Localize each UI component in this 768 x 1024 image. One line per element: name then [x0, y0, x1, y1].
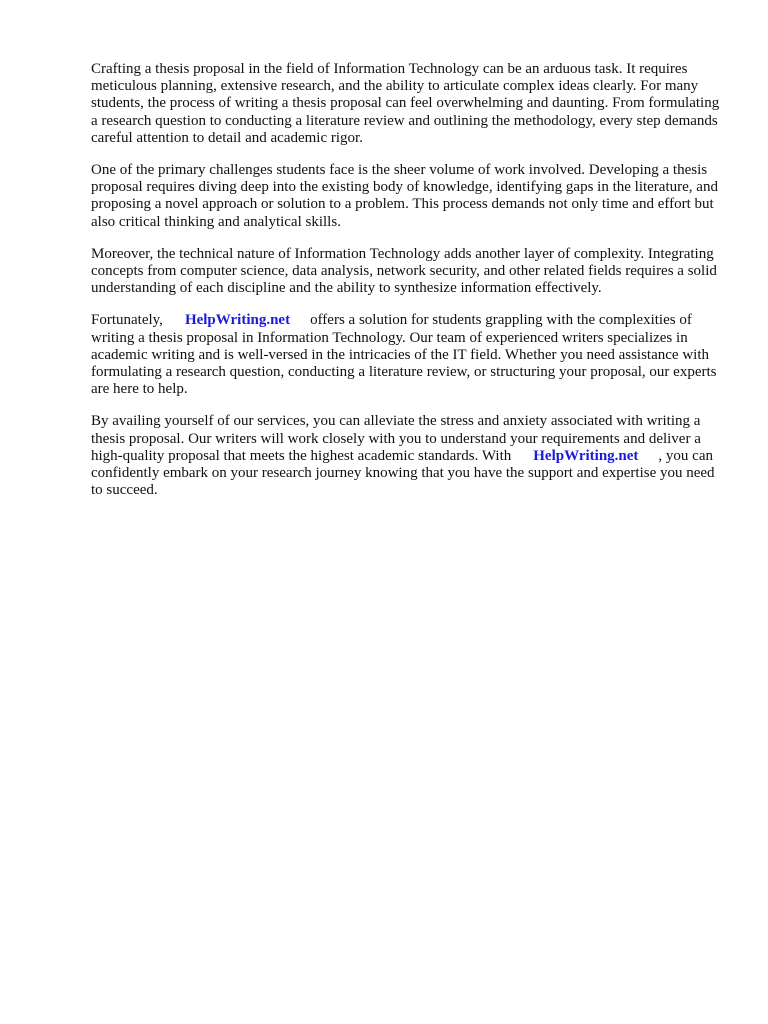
paragraph-intro: Crafting a thesis proposal in the field of Information Technology can be an arduous task. It requires meticulous planning, extensive research, and the ability to articulate complex ideas clearly. For many students, the process of writing a thesis proposal can feel overwhelming and daunting. From formulating a research question to conducting a literature review and outlining the methodology, every step demands careful attention to detail and academic rigor. — [91, 61, 720, 146]
paragraph-solution — [91, 312, 723, 398]
paragraph-services-rest: , you can confidently embark on your research journey knowing that you have the support and expertise you need to succeed. — [91, 447, 715, 499]
paragraph-complexity: Moreover, the technical nature of Information Technology adds another layer of complexity. Integrating concepts from computer science, data analysis, network security, and other related fields requires a solid understanding of each discipline and the ability to synthesize information effectively. — [91, 245, 717, 297]
paragraph-solution-lead: Fortunately, — [91, 312, 163, 329]
document-body — [91, 61, 723, 514]
paragraph-challenges: One of the primary challenges students face is the sheer volume of work involved. Developing a thesis proposal requires diving deep into the existing body of knowledge, identifying gaps in the literature, and proposing a novel approach or solution to a problem. This process demands not only time and effort but also critical thinking and analytical skills. — [91, 162, 718, 230]
paragraph-solution-rest: offers a solution for students grappling with the complexities of writing a thesis proposal in Information Technology. Our team of experienced writers specializes in academic writing and is well-versed in the intricacies of the IT field. Whether you need assistance with formulating a research question, conducting a literature review, or structuring your proposal, our experts are here to help. — [91, 312, 717, 398]
helpwriting-link-2[interactable]: HelpWriting.net — [533, 447, 639, 464]
paragraph-services-lead: By availing yourself of our services, you can alleviate the stress and anxiety associated with writing a thesis proposal. Our writers will work closely with you to understand your requirements and deliver a high-quality proposal that meets the highest academic standards. With — [91, 413, 701, 464]
helpwriting-link[interactable]: HelpWriting.net — [184, 312, 291, 329]
paragraph-services — [91, 413, 723, 499]
